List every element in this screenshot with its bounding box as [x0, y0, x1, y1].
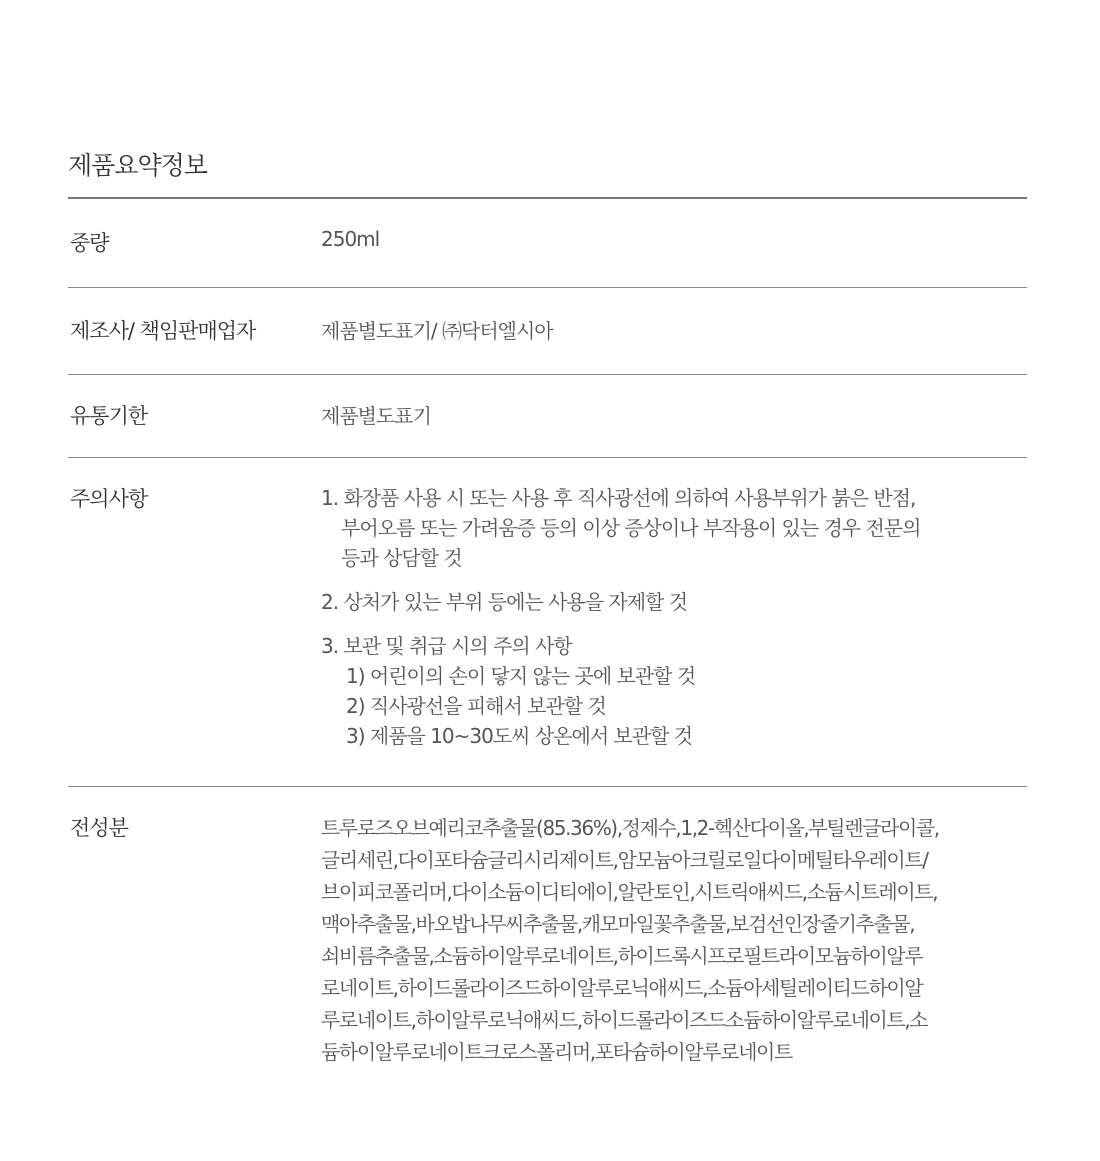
row-maker: [68, 288, 1027, 375]
caution-subitem: 1) 어린이의 손이 닿지 않는 곳에 보관할 것: [346, 664, 696, 688]
caution-item: [321, 631, 1027, 751]
ingredients-value: [321, 812, 1027, 1068]
ingredients-line: 트루로즈오브예리코추출물(85.36%),정제수,1,2-헥산다이올,부틸렌글라이콜,: [321, 816, 939, 840]
caution-text: 3. 보관 및 취급 시의 주의 사항: [321, 634, 572, 658]
caution-item: [321, 483, 1027, 573]
ingredients-line: 루로네이트,하이알루로닉애씨드,하이드롤라이즈드소듐하이알루로네이트,소: [321, 1008, 928, 1032]
row-caution: [68, 458, 1027, 787]
maker-value: 제품별도표기/ ㈜닥터엘시아: [321, 319, 553, 343]
maker-label: 제조사/ 책임판매업자: [70, 319, 256, 343]
caution-item: [321, 587, 1027, 617]
caution-label: 주의사항: [70, 487, 148, 511]
weight-label: 중량: [70, 231, 109, 255]
weight-value: 250ml: [321, 227, 380, 251]
row-ingredients: [68, 787, 1027, 1107]
ingredients-line: 브이피코폴리머,다이소듐이디티에이,알란토인,시트릭애씨드,소듐시트레이트,: [321, 880, 938, 904]
row-expiry: [68, 375, 1027, 458]
caution-value: [321, 483, 1027, 765]
caution-subitem: 3) 제품을 10~30도씨 상온에서 보관할 것: [346, 724, 693, 748]
caution-text: 2. 상처가 있는 부위 등에는 사용을 자제할 것: [321, 590, 688, 614]
ingredients-line: 글리세린,다이포타슘글리시리제이트,암모늄아크릴로일다이메틸타우레이트/: [321, 848, 928, 872]
expiry-value: 제품별도표기: [321, 404, 431, 428]
caution-subitem: 2) 직사광선을 피해서 보관할 것: [346, 694, 606, 718]
caution-text: 부어오름 또는 가려움증 등의 이상 증상이나 부작용이 있는 경우 전문의: [341, 516, 921, 540]
expiry-label: 유통기한: [70, 404, 148, 428]
row-weight: [68, 199, 1027, 288]
info-table: [68, 197, 1027, 1107]
ingredients-line: 듐하이알루로네이트크로스폴리머,포타슘하이알루로네이트: [321, 1040, 792, 1064]
ingredients-line: 쇠비름추출물,소듐하이알루로네이트,하이드록시프로필트라이모늄하이알루: [321, 944, 923, 968]
caution-text: 1. 화장품 사용 시 또는 사용 후 직사광선에 의하여 사용부위가 붉은 반점,: [321, 486, 916, 510]
ingredients-label: 전성분: [70, 816, 128, 840]
ingredients-line: 맥아추출물,바오밥나무씨추출물,캐모마일꽃추출물,보검선인장줄기추출물,: [321, 912, 915, 936]
ingredients-line: 로네이트,하이드롤라이즈드하이알루로닉애씨드,소듐아세틸레이티드하이알: [321, 976, 923, 1000]
section-title: 제품요약정보: [68, 151, 207, 180]
caution-text: 등과 상담할 것: [341, 546, 462, 570]
